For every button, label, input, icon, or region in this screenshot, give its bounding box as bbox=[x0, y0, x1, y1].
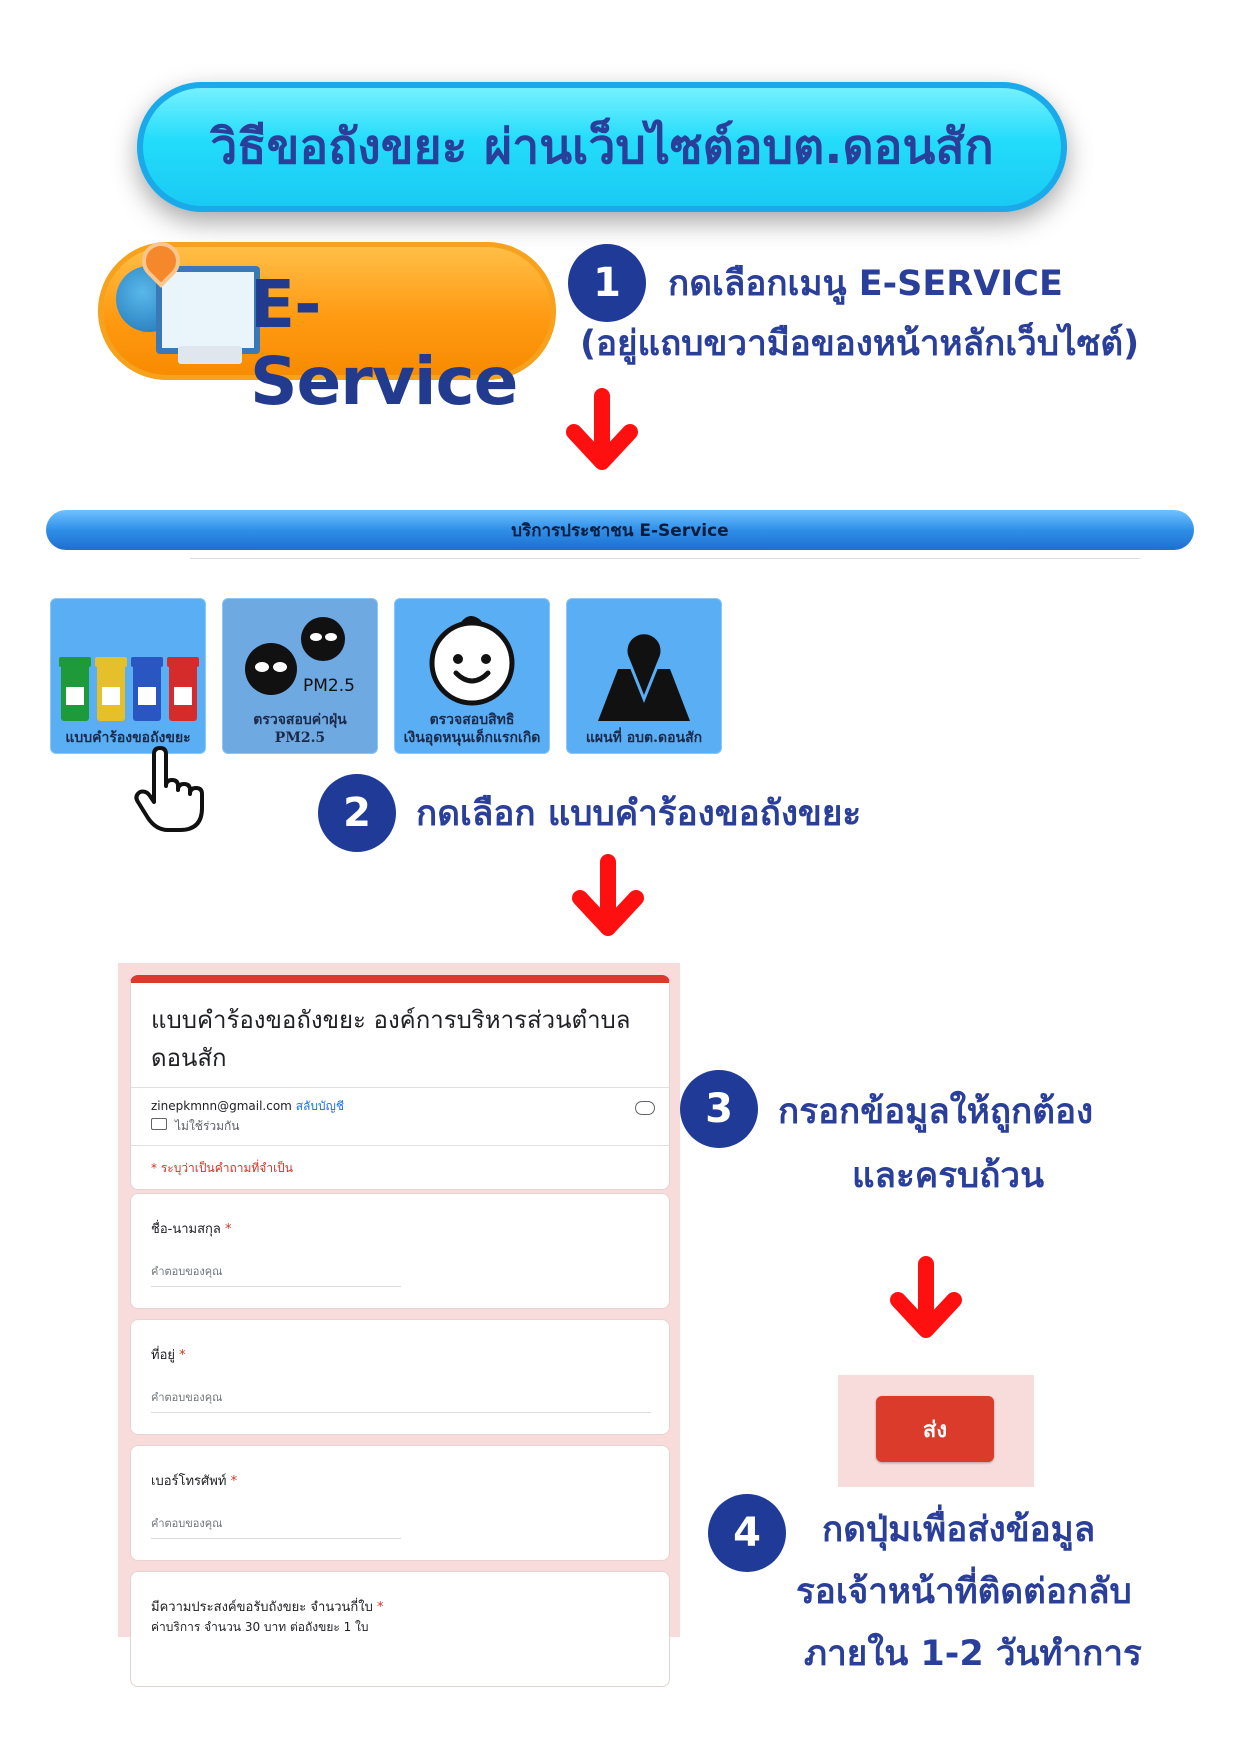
question-label bbox=[151, 1344, 186, 1365]
tile-label-group bbox=[253, 711, 347, 747]
step-3-badge: 3 bbox=[680, 1070, 758, 1148]
step-4-badge: 4 bbox=[708, 1494, 786, 1572]
trash-bins-icon bbox=[55, 653, 201, 725]
down-arrow-icon bbox=[886, 1260, 966, 1340]
required-asterisk: * bbox=[179, 1348, 186, 1363]
question-card-address bbox=[130, 1319, 670, 1435]
step-4-line-1: กดปุ่มเพื่อส่งข้อมูล bbox=[822, 1510, 1096, 1550]
down-arrow-icon bbox=[562, 392, 642, 472]
map-pin-icon bbox=[594, 629, 694, 725]
tile-pm25[interactable] bbox=[222, 598, 378, 754]
required-asterisk: * bbox=[377, 1600, 384, 1615]
step-1-line-1: กดเลือกเมนู E-SERVICE bbox=[668, 264, 1063, 304]
question-label-text: มีความประสงค์ขอรับถังขยะ จำนวนกี่ใบ bbox=[151, 1600, 373, 1615]
step-1-line-2: (อยู่แถบขวามือของหน้าหลักเว็บไซต์) bbox=[580, 324, 1140, 364]
cloud-saved-icon bbox=[635, 1101, 655, 1115]
keyboard-icon bbox=[178, 346, 242, 364]
question-label bbox=[151, 1596, 384, 1617]
dust-pm25-icon bbox=[235, 613, 365, 707]
banner-title: บริการประชาชน E-Service bbox=[511, 520, 729, 541]
step-2-badge: 2 bbox=[318, 774, 396, 852]
required-asterisk: * bbox=[225, 1222, 232, 1237]
google-form-preview bbox=[118, 963, 680, 1637]
step-2-line-1: กดเลือก แบบคำร้องขอถังขยะ bbox=[416, 794, 862, 834]
divider bbox=[131, 1145, 669, 1146]
tile-newborn-subsidy[interactable] bbox=[394, 598, 550, 754]
eservice-logo-text: E-Service bbox=[250, 266, 518, 420]
not-shared-text: ไม่ใช้ร่วมกัน bbox=[175, 1119, 240, 1133]
tile-label-group bbox=[404, 711, 541, 747]
question-label bbox=[151, 1470, 237, 1491]
account-email: zinepkmnn@gmail.com bbox=[151, 1099, 292, 1113]
form-header-card bbox=[130, 975, 670, 1190]
divider bbox=[190, 558, 1140, 559]
step-4-line-2: รอเจ้าหน้าที่ติดต่อกลับ bbox=[796, 1572, 1132, 1612]
divider bbox=[131, 1087, 669, 1088]
down-arrow-icon bbox=[568, 858, 648, 938]
baby-face-icon bbox=[422, 611, 522, 707]
name-input[interactable]: คำตอบของคุณ bbox=[151, 1262, 401, 1287]
page-title: วิธีขอถังขยะ ผ่านเว็บไซต์อบต.ดอนสัก bbox=[210, 119, 994, 175]
tile-label-line: ตรวจสอบสิทธิ bbox=[429, 712, 515, 728]
tile-label: แผนที่ อบต.ดอนสัก bbox=[585, 730, 703, 746]
question-card-phone bbox=[130, 1445, 670, 1561]
question-label bbox=[151, 1218, 232, 1239]
hand-pointer-icon bbox=[132, 746, 212, 834]
tile-label-line: ตรวจสอบค่าฝุ่น bbox=[253, 712, 347, 728]
title-banner bbox=[137, 82, 1067, 212]
required-note: * ระบุว่าเป็นคำถามที่จำเป็น bbox=[151, 1161, 294, 1175]
eservice-banner bbox=[46, 510, 1194, 550]
step-3-line-2: และครบถ้วน bbox=[852, 1156, 1045, 1196]
switch-account-link[interactable]: สลับบัญชี bbox=[295, 1099, 344, 1113]
tile-label-line: เงินอุดหนุนเด็กแรกเกิด bbox=[403, 730, 541, 746]
step-4-line-3: ภายใน 1-2 วันทำการ bbox=[804, 1634, 1142, 1674]
eservice-logo[interactable] bbox=[98, 242, 556, 420]
question-description: ค่าบริการ จำนวน 30 บาท ต่อถังขยะ 1 ใบ bbox=[151, 1620, 369, 1634]
question-card-name bbox=[130, 1193, 670, 1309]
step-1-badge: 1 bbox=[568, 244, 646, 322]
tile-label: แบบคำร้องขอถังขยะ bbox=[65, 730, 191, 746]
question-label-text: เบอร์โทรศัพท์ bbox=[151, 1474, 227, 1489]
mail-icon bbox=[151, 1118, 167, 1130]
tile-label-line: PM2.5 bbox=[274, 730, 326, 746]
step-3-line-1: กรอกข้อมูลให้ถูกต้อง bbox=[778, 1092, 1094, 1132]
submit-button[interactable]: ส่ง bbox=[876, 1396, 994, 1462]
required-asterisk: * bbox=[230, 1474, 238, 1489]
form-title: แบบคำร้องขอถังขยะ องค์การบริหารส่วนตำบลดอนสัก bbox=[151, 1006, 631, 1072]
account-info bbox=[151, 1097, 344, 1116]
address-input[interactable]: คำตอบของคุณ bbox=[151, 1388, 651, 1413]
question-card-quantity bbox=[130, 1571, 670, 1687]
phone-input[interactable]: คำตอบของคุณ bbox=[151, 1514, 401, 1539]
monitor-icon bbox=[156, 266, 260, 354]
pm25-text: PM2.5 bbox=[303, 676, 355, 696]
tile-map[interactable] bbox=[566, 598, 722, 754]
question-label-text: ชื่อ-นามสกุล bbox=[151, 1222, 221, 1237]
question-label-text: ที่อยู่ bbox=[151, 1348, 175, 1363]
tile-trash-request[interactable] bbox=[50, 598, 206, 754]
